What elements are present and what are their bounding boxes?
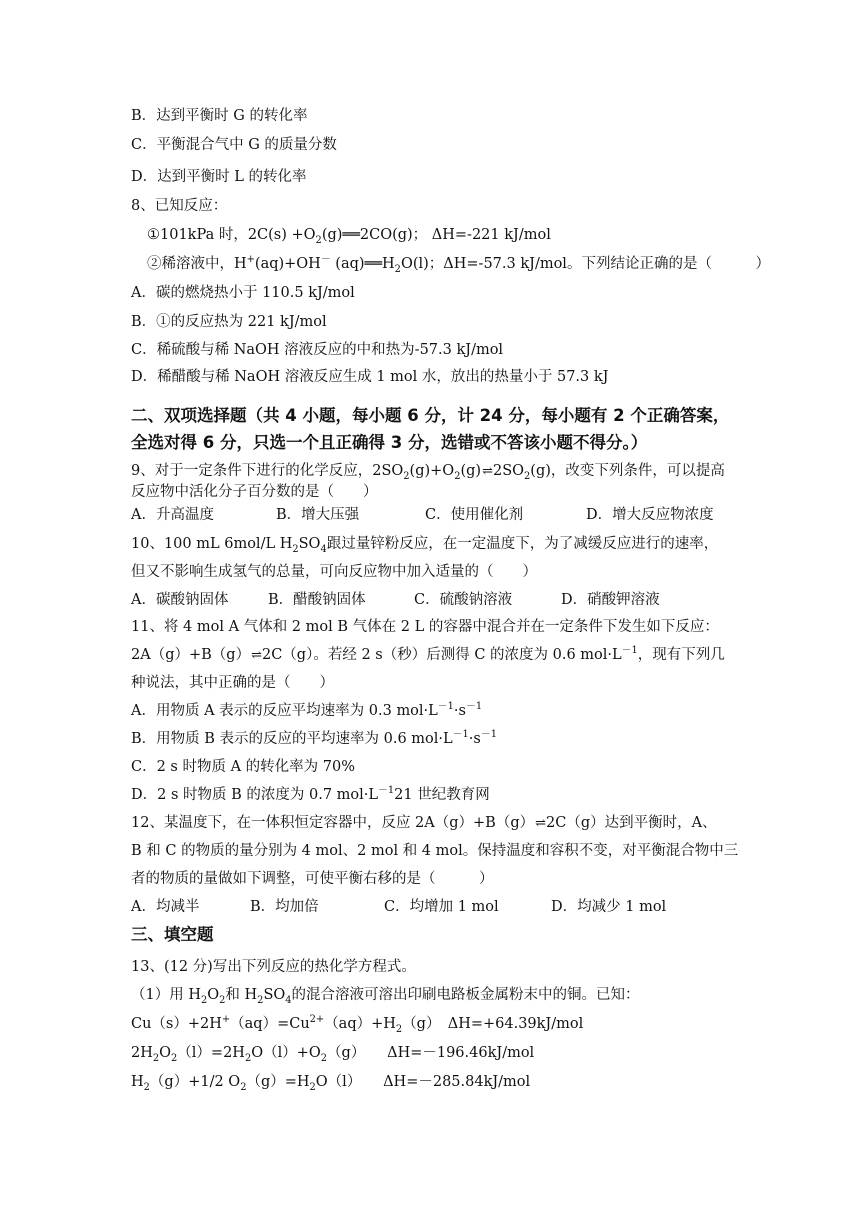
q8-reaction-1: ①101kPa 时，$2C(s) +O_2(g)══2CO(g)$； ΔH=-221 kJ/mol — [147, 227, 551, 246]
q7-option-d: D．达到平衡时 L 的转化率 — [131, 169, 307, 185]
q12-option-a: A．均减半 — [131, 899, 200, 915]
q10-stem-line-2: 但又不影响生成氢气的总量，可向反应物中加入适量的（ ） — [131, 564, 537, 580]
equilibrium-arrow-icon: ⇌ — [482, 464, 492, 479]
q13-stem: 13、(12 分)写出下列反应的热化学方程式。 — [131, 959, 416, 975]
equilibrium-arrow-icon: ⇌ — [535, 816, 546, 831]
q8-option-b: B．①的反应热为 221 kJ/mol — [131, 314, 327, 330]
q11-option-b: B．用物质 B 表示的反应的平均速率为 0.6 $mol\cdot L^{-1}\cdot s^{-1}$ — [131, 729, 497, 747]
q10-option-b: B．醋酸钠固体 — [268, 592, 366, 608]
q9-stem: 9、对于一定条件下进行的化学反应，$2SO_2(g)+O_2(g)\rightleftharpoons 2SO_2(g)$，改变下列条件，可以提高 — [131, 463, 725, 482]
q10-option-d: D．硝酸钾溶液 — [561, 592, 660, 608]
section-2-heading-line-2: 全选对得 6 分，只选一个且正确得 3 分，选错或不答该小题不得分。） — [131, 433, 648, 452]
q7-option-b: B．达到平衡时 G 的转化率 — [131, 108, 308, 124]
q11-option-d: D．2 s 时物质 B 的浓度为 0.7 $mol\cdot L^{-1}21$ 世纪教育网 — [131, 785, 490, 803]
q8-stem: 8、已知反应： — [131, 198, 228, 214]
q7-option-c: C．平衡混合气中 G 的质量分数 — [131, 137, 337, 153]
q8-option-d: D．稀醋酸与稀 NaOH 溶液反应生成 1 mol 水，放出的热量小于 57.3 kJ — [131, 369, 609, 385]
q12-stem-line-3: 者的物质的量做如下调整，可使平衡右移的是（ ） — [131, 871, 494, 887]
section-3-heading: 三、填空题 — [131, 925, 214, 944]
q11-stem: 11、将 4 mol A 气体和 2 mol B 气体在 2 L 的容器中混合并在一定条件下发生如下反应： — [131, 619, 719, 635]
q12-option-c: C．均增加 1 mol — [384, 899, 499, 915]
q13-equation-1: $Cu(s)+2H^+(aq)=Cu^{2+}(aq)+H_2(g)$ ΔH=+64.39kJ/mol — [131, 1014, 584, 1035]
q11-stem-line-3: 种说法，其中正确的是（ ） — [131, 675, 334, 691]
q12-stem: 12、某温度下，在一体积恒定容器中，反应 2A（g）+B（g）⇌2C（g）达到平衡时，A、 — [131, 813, 717, 834]
q13-equation-3: $H_2(g)+1/2$ $O_2(g)=H_2O(l)$ ΔH=－285.84kJ/mol — [131, 1074, 531, 1093]
q9-option-c: C．使用催化剂 — [425, 507, 524, 523]
q13-part-1: （1）用 $H_2O_2$和 $H_2SO_4$的混合溶液可溶出印刷电路板金属粉末中的铜。已知： — [131, 987, 640, 1006]
q11-stem-line-2: 2A（g）+B（g）⇌2C（g）。若经 2 s（秒）后测得 C 的浓度为 0.6 $mol\cdot L^{-1}$，现有下列几 — [131, 645, 725, 666]
q10-stem: 10、100 mL 6mol/L $H_2SO_4$跟过量锌粉反应，在一定温度下，为了减缓反应进行的速率， — [131, 536, 719, 555]
q9-option-a: A．升高温度 — [131, 507, 214, 523]
q12-stem-line-2: B 和 C 的物质的量分别为 4 mol、2 mol 和 4 mol。保持温度和容积不变，对平衡混合物中三 — [131, 843, 739, 859]
q10-option-a: A．碳酸钠固体 — [131, 592, 229, 608]
q8-option-a: A．碳的燃烧热小于 110.5 kJ/mol — [131, 285, 355, 301]
q12-option-b: B．均加倍 — [250, 899, 319, 915]
q13-equation-2: $2H_2O_2(l)=2H_2O(l)+O_2(g)$ ΔH=－196.46kJ/mol — [131, 1045, 535, 1064]
q12-option-d: D．均减少 1 mol — [551, 899, 667, 915]
q10-option-c: C．硫酸钠溶液 — [414, 592, 513, 608]
section-2-heading-line-1: 二、双项选择题（共 4 小题，每小题 6 分，计 24 分，每小题有 2 个正确答案， — [131, 406, 730, 425]
q9-option-d: D．增大反应物浓度 — [586, 507, 714, 523]
q8-option-c: C．稀硫酸与稀 NaOH 溶液反应的中和热为-57.3 kJ/mol — [131, 342, 504, 358]
q11-option-a: A．用物质 A 表示的反应平均速率为 0.3 $mol\cdot L^{-1}\cdot s^{-1}$ — [131, 701, 483, 719]
q8-reaction-2: ②稀溶液中，H+(aq)+OH－ $(aq)══H_2O(l)$；ΔH=-57.3 kJ/mol。下列结论正确的是（ ） — [147, 254, 770, 275]
equilibrium-arrow-icon: ⇌ — [251, 648, 261, 663]
q9-option-b: B．增大压强 — [276, 507, 360, 523]
q9-stem-line-2: 反应物中活化分子百分数的是（ ） — [131, 484, 378, 500]
q11-option-c: C．2 s 时物质 A 的转化率为 70% — [131, 759, 356, 775]
